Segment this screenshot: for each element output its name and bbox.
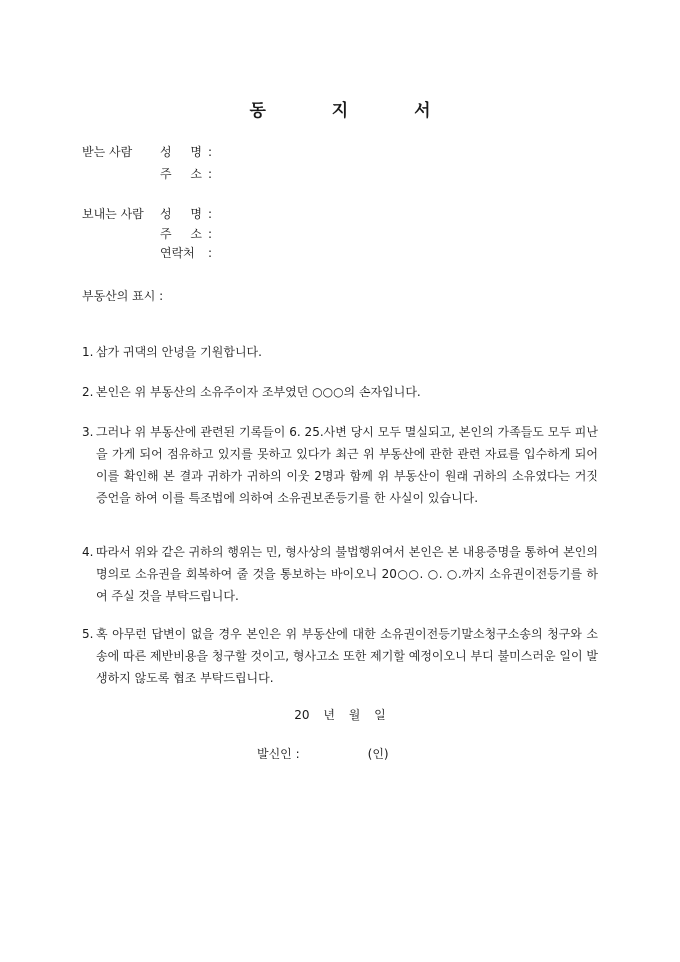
- paragraph-1: [82, 341, 598, 363]
- recipient-name-field: [160, 143, 212, 160]
- recipient-address-field: [160, 165, 212, 182]
- paragraph-3: [82, 421, 598, 509]
- sender-address-field: [160, 225, 212, 242]
- paragraph-number: 5.: [82, 627, 94, 641]
- property-label: 부동산의 표시 :: [82, 289, 164, 303]
- recipient-name-key: 성 명: [160, 145, 202, 159]
- paragraph-number: 4.: [82, 545, 94, 559]
- paragraph-5: [82, 623, 598, 689]
- sender-address-key: 주 소: [160, 227, 202, 241]
- sender-address-colon: :: [208, 227, 213, 241]
- sender-name-field: [160, 205, 212, 222]
- recipient-label: 받는 사람: [82, 145, 133, 159]
- paragraph-text: 삼가 귀댁의 안녕을 기원합니다.: [96, 345, 262, 359]
- paragraph-4: [82, 541, 598, 607]
- paragraph-text: 따라서 위와 같은 귀하의 행위는 민, 형사상의 불법행위여서 본인은 본 내용증명을 통하여 본인의 명의로 소유권을 회복하여 줄 것을 통보하는 바이오니 20○○. ○. ○.까지 소유권이전등기를 하여 주실 것을 부탁드립니다.: [96, 545, 598, 603]
- recipient-address-key: 주 소: [160, 167, 202, 181]
- recipient-name-colon: :: [208, 145, 213, 159]
- document-title: 동 지 서: [249, 101, 461, 121]
- date-line: 20 년 월 일: [294, 708, 386, 722]
- sender-label: 보내는 사람: [82, 207, 144, 221]
- sender-name-colon: :: [208, 207, 213, 221]
- paragraph-number: 2.: [82, 385, 94, 399]
- sender-contact-colon: :: [208, 246, 213, 260]
- paragraph-2: [82, 381, 598, 403]
- paragraph-text: 혹 아무런 답변이 없을 경우 본인은 위 부동산에 대한 소유권이전등기말소청구소송의 청구와 소송에 따른 제반비용을 청구할 것이고, 형사고소 또한 제기할 예정이오니 부디 불미스러운 일이 발생하지 않도록 협조 부탁드립니다.: [96, 627, 598, 685]
- signature-label: 발신인 :: [257, 747, 300, 761]
- paragraph-text: 그러나 위 부동산에 관련된 기록들이 6. 25.사변 당시 모두 멸실되고, 본인의 가족들도 모두 피난을 가게 되어 점유하고 있지를 못하고 있다가 최근 위 부동산에 관한 관련 자료를 입수하게 되어 이를 확인해 본 결과 귀하가 귀하의 이웃 2명과 함께 위 부동산이 원래 귀하의 소유였다는 거짓 증언을 하여 이를 특조법에 의하여 소유권보존등기를 한 사실이 있습니다.: [96, 425, 598, 505]
- sender-contact-key: 연락처: [160, 246, 195, 260]
- seal-mark: (인): [367, 747, 389, 761]
- paragraph-number: 3.: [82, 425, 94, 439]
- paragraph-number: 1.: [82, 345, 94, 359]
- signature-line: [257, 745, 389, 762]
- sender-name-key: 성 명: [160, 207, 202, 221]
- sender-contact-field: [160, 244, 212, 261]
- paragraph-text: 본인은 위 부동산의 소유주이자 조부였던 ○○○의 손자입니다.: [96, 385, 421, 399]
- recipient-address-colon: :: [208, 167, 213, 181]
